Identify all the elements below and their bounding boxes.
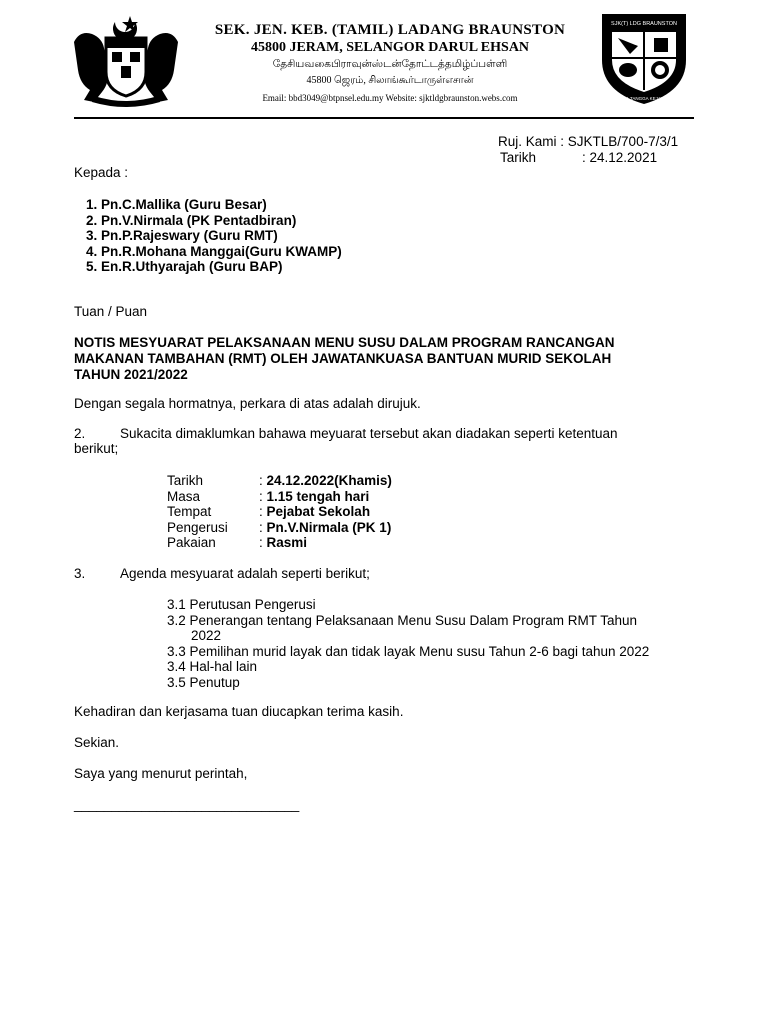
detail-value: Pn.V.Nirmala (PK 1) <box>266 519 392 535</box>
recipient-list <box>86 197 342 275</box>
agenda-item: 3.4 Hal-hal lain <box>167 659 258 674</box>
detail-value: Pejabat Sekolah <box>266 504 371 519</box>
detail-value: 24.12.2022(Khamis) <box>266 473 392 488</box>
para-2-text: Sukacita dimaklumkan bahawa meyuarat tersebut akan diadakan seperti ketentuan <box>120 426 618 441</box>
coat-of-arms-logo <box>68 12 184 108</box>
ruj-label: Ruj. Kami <box>498 134 557 149</box>
meeting-details: Tarikh : 24.12.2022(Khamis) Masa : 1.15 tengah hari Tempat : Pejabat Sekolah Pengerusi : Pn.V.Nirmala (PK 1) Pakaian : Rasmi <box>167 473 392 550</box>
paragraph-3 <box>74 566 694 581</box>
recipient-item: 2. Pn.V.Nirmala (PK Pentadbiran) <box>86 212 297 228</box>
agenda-item: 3.5 Penutup <box>167 674 240 690</box>
agenda-item: 3.1 Perutusan Pengerusi <box>167 597 316 612</box>
subject-line: NOTIS MESYUARAT PELAKSANAAN MENU SUSU DALAM PROGRAM RANCANGAN <box>74 335 615 350</box>
opening-sentence: Dengan segala hormatnya, perkara di atas adalah dirujuk. <box>74 396 421 411</box>
detail-value: 1.15 tengah hari <box>266 488 370 504</box>
contact-info: Email: bbd3049@btpnsel.edu.my Website: sjktldgbraunston.webs.com <box>262 93 518 103</box>
agenda-item: 3.2 Penerangan tentang Pelaksanaan Menu Susu Dalam Program RMT Tahun <box>167 612 638 628</box>
school-address: 45800 JERAM, SELANGOR DARUL EHSAN <box>250 40 530 55</box>
school-name: SEK. JEN. KEB. (TAMIL) LADANG BRAUNSTON <box>214 22 566 38</box>
detail-label: Pengerusi <box>167 519 228 535</box>
crest-motto-top: SJK(T) LDG BRAUNSTON <box>611 21 677 27</box>
agenda-item: 3.3 Pemilihan murid layak dan tidak layak Menu susu Tahun 2-6 bagi tahun 2022 <box>167 643 650 659</box>
ruj-value: SJKTLB/700-7/3/1 <box>567 134 679 149</box>
school-crest-logo <box>598 10 690 106</box>
school-name-tamil: தேசியவகைபிராவுன்ஸ்டன்தோட்டத்தமிழ்ப்பள்ளி <box>272 59 508 70</box>
subject-line: MAKANAN TAMBAHAN (RMT) OLEH JAWATANKUASA BANTUAN MURID SEKOLAH <box>74 351 612 366</box>
paragraph-2 <box>74 426 694 456</box>
detail-label: Tempat <box>167 504 212 519</box>
agenda-item-continuation: 2022 <box>191 628 222 643</box>
recipient-item: 3. Pn.P.Rajeswary (Guru RMT) <box>86 228 278 243</box>
school-address-tamil: 45800 ஜெரம், சிலாங்கூர்டாருள்எசான் <box>306 75 474 86</box>
to-label: Kepada : <box>74 165 129 180</box>
detail-label: Tarikh <box>167 473 204 488</box>
recipient-item: 1. Pn.C.Mallika (Guru Besar) <box>86 197 267 212</box>
detail-value: Rasmi <box>266 535 308 550</box>
detail-label: Pakaian <box>167 535 216 550</box>
sign-off: Saya yang menurut perintah, <box>74 766 248 781</box>
signature-line: ______________________________ <box>74 797 300 812</box>
header-divider <box>74 117 694 119</box>
letterhead <box>190 22 590 107</box>
date-label: Tarikh <box>500 150 537 165</box>
reference-block: Ruj. Kami : SJKTLB/700-7/3/1 Tarikh : 24.12.2021 <box>498 134 679 165</box>
para-3-number: 3. <box>74 566 86 581</box>
crest-motto-bottom: SEDIA TANGGA KEJAYAAN <box>615 96 673 101</box>
para-2-continuation: berikut; <box>74 441 119 456</box>
recipient-item: 5. En.R.Uthyarajah (Guru BAP) <box>86 259 283 274</box>
para-3-text: Agenda mesyuarat adalah seperti berikut; <box>120 566 370 581</box>
date-value: 24.12.2021 <box>589 150 658 165</box>
closing-sentence: Kehadiran dan kerjasama tuan diucapkan terima kasih. <box>74 704 404 719</box>
sekian: Sekian. <box>74 735 120 750</box>
salutation: Tuan / Puan <box>74 304 148 319</box>
recipient-item: 4. Pn.R.Mohana Manggai(Guru KWAMP) <box>86 243 342 259</box>
agenda-list <box>167 597 697 690</box>
detail-label: Masa <box>167 488 201 504</box>
para-2-number: 2. <box>74 426 86 441</box>
subject-line: TAHUN 2021/2022 <box>74 367 188 382</box>
subject <box>74 335 694 383</box>
